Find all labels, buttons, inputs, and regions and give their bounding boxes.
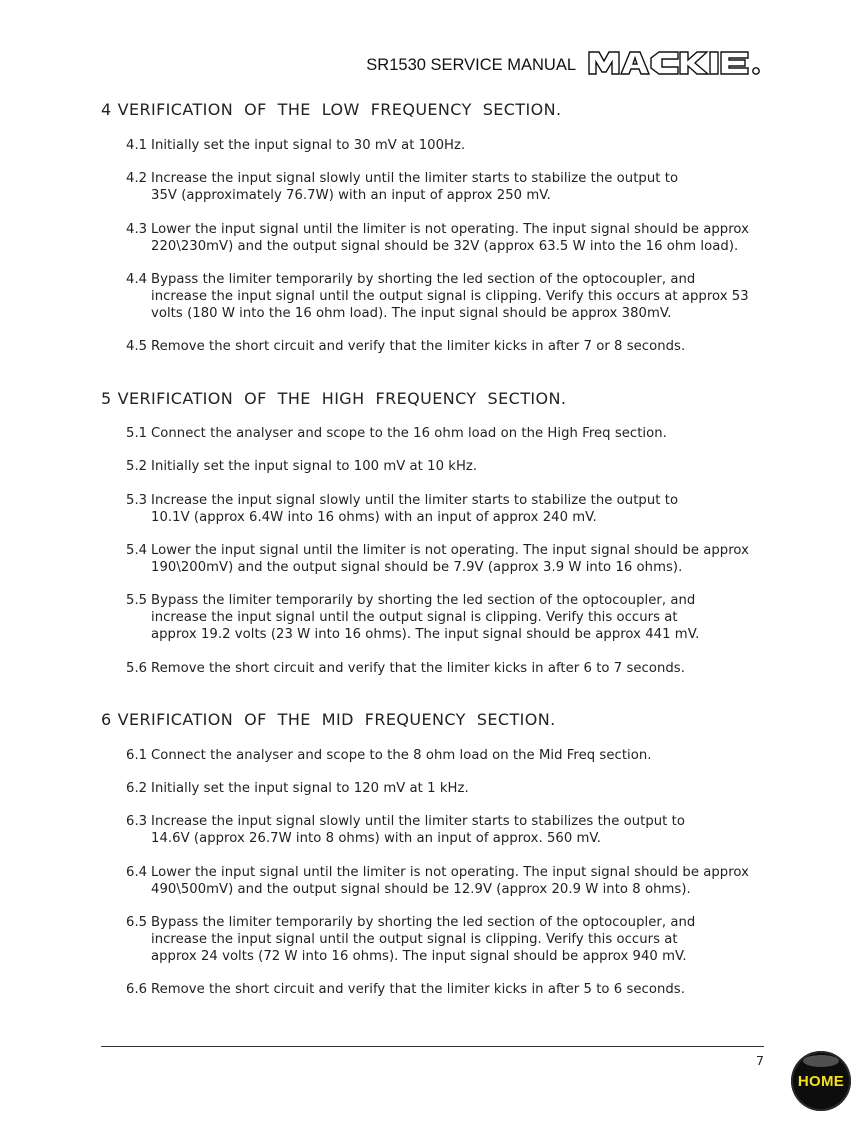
list-item: 4.2 Increase the input signal slowly until the limiter starts to stabilize the output to 35V (approximately 76.7W) with an input of approx 250 mV. [126, 171, 679, 203]
home-button[interactable] [791, 1051, 851, 1111]
footer-divider [101, 1046, 764, 1047]
list-item: 6.6 Remove the short circuit and verify that the limiter kicks in after 5 to 6 seconds. [126, 982, 685, 997]
list-item: 4.4 Bypass the limiter temporarily by shorting the led section of the optocoupler, and increase the input signal until the output signal is clipping. Verify this occurs at approx 53 volts (180 W into the 16 ohm load). The input signal should be approx 380mV. [126, 272, 749, 321]
page-number: 7 [756, 1053, 764, 1068]
list-item: 6.3 Increase the input signal slowly until the limiter starts to stabilizes the output to 14.6V (approx 26.7W into 8 ohms) with an input of approx. 560 mV. [126, 814, 685, 846]
list-item: 4.1 Initially set the input signal to 30 mV at 100Hz. [126, 138, 466, 153]
list-item: 4.5 Remove the short circuit and verify that the limiter kicks in after 7 or 8 seconds. [126, 339, 686, 354]
mackie-logo [588, 48, 764, 78]
list-item: 6.2 Initially set the input signal to 120 mV at 1 kHz. [126, 781, 469, 796]
logo-text: MACKIE [588, 48, 592, 49]
page-header [366, 48, 764, 78]
list-item: 5.6 Remove the short circuit and verify that the limiter kicks in after 6 to 7 seconds. [126, 661, 685, 676]
section-4 [101, 100, 781, 354]
section-5 [101, 389, 781, 676]
list-item: 5.4 Lower the input signal until the limiter is not operating. The input signal should be approx 190\200mV) and the output signal should be 7.9V (approx 3.9 W into 16 ohms). [126, 543, 749, 575]
list-item: 5.5 Bypass the limiter temporarily by shorting the led section of the optocoupler, and increase the input signal until the output signal is clipping. Verify this occurs at approx 19.2 volts (23 W into 16 ohms). The input signal should be approx 441 mV. [126, 593, 700, 642]
list-item: 4.3 Lower the input signal until the limiter is not operating. The input signal should be approx 220\230mV) and the output signal should be 32V (approx 63.5 W into the 16 ohm load). [126, 222, 749, 254]
list-item: 6.1 Connect the analyser and scope to the 8 ohm load on the Mid Freq section. [126, 748, 652, 763]
list-item: 5.1 Connect the analyser and scope to the 16 ohm load on the High Freq section. [126, 426, 667, 441]
section-6 [101, 710, 781, 997]
list-item: 5.2 Initially set the input signal to 100 mV at 10 kHz. [126, 459, 478, 474]
list-item: 5.3 Increase the input signal slowly until the limiter starts to stabilize the output to 10.1V (approx 6.4W into 16 ohms) with an input of approx 240 mV. [126, 493, 679, 525]
section-heading: 6 VERIFICATION OF THE MID FREQUENCY SECTION. [101, 710, 556, 729]
list-item: 6.4 Lower the input signal until the limiter is not operating. The input signal should be approx 490\500mV) and the output signal should be 12.9V (approx 20.9 W into 8 ohms). [126, 865, 749, 897]
section-heading: 5 VERIFICATION OF THE HIGH FREQUENCY SECTION. [101, 389, 567, 408]
section-heading: 4 VERIFICATION OF THE LOW FREQUENCY SECTION. [101, 100, 562, 119]
manual-title: SR1530 SERVICE MANUAL [366, 55, 576, 74]
list-item: 6.5 Bypass the limiter temporarily by shorting the led section of the optocoupler, and increase the input signal until the output signal is clipping. Verify this occurs at approx 24 volts (72 W into 16 ohms). The input signal should be approx 940 mV. [126, 915, 696, 964]
home-button-label: HOME [797, 1072, 845, 1090]
